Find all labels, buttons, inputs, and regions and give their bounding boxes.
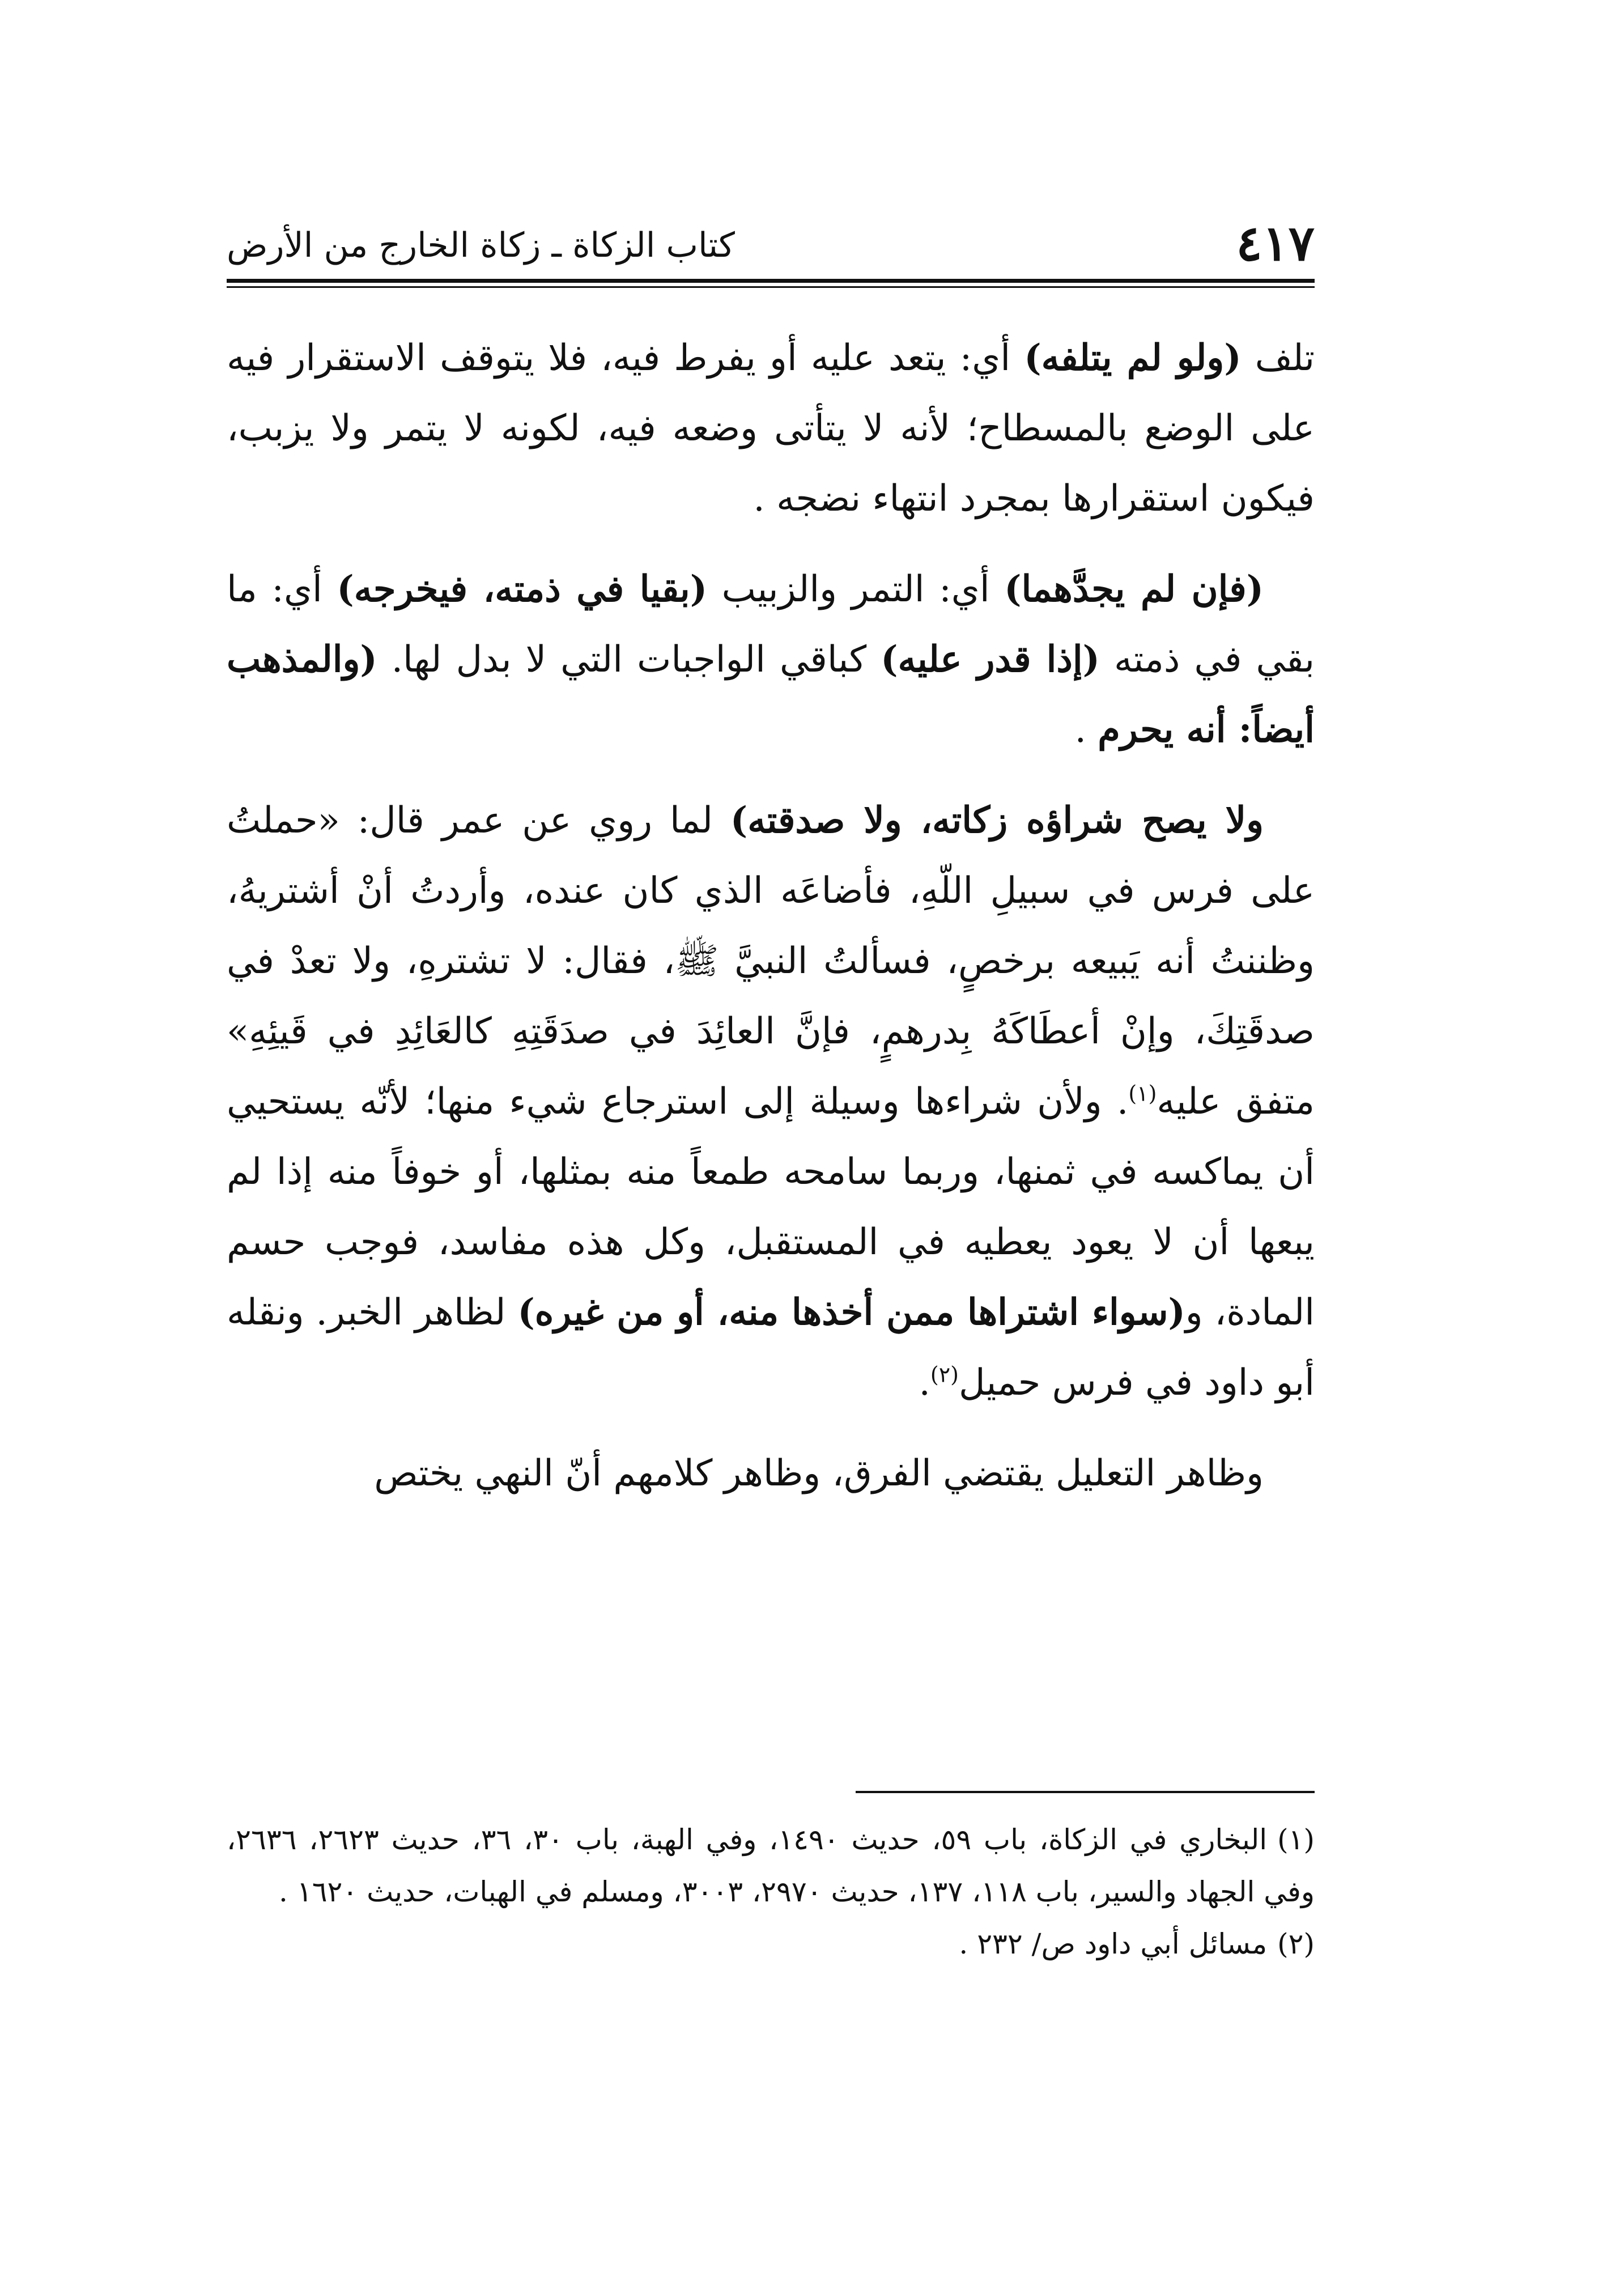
text-segment: . xyxy=(1074,709,1098,751)
footnote-2 xyxy=(227,1918,1315,1970)
text-segment: . xyxy=(919,1362,930,1404)
footnotes xyxy=(227,1814,1315,1970)
paragraph-1 xyxy=(227,323,1315,534)
text-segment: كباقي الواجبات التي لا بدل لها. xyxy=(377,639,881,681)
page-number: ٤١٧ xyxy=(1236,215,1315,272)
running-title: كتاب الزكاة ـ زكاة الخارج من الأرض xyxy=(227,226,735,265)
bold-text-segment: ولا يصح شراؤه زكاته، ولا صدقته) xyxy=(730,799,1264,842)
hadith-text: لما روي عن عمر قال: «حملتُ على فرس في سبيلِ اللّهِ، فأضاعَه الذي كان عنده، وأردتُ أنْ أشتريهُ، وظننتُ أنه يَبيعه برخصٍ، فسألتُ النبيَّ ﷺ، فقال: لا تشترهِ، ولا تعدْ في صدقَتِكَ، وإنْ أعطَاكَهُ بِدرهمٍ، فإنَّ العائِدَ في صدَقَتِهِ كالعَائِدِ في قَيئِهِ» متفق عليه xyxy=(227,800,1315,1123)
page-header xyxy=(227,213,1315,275)
text-segment: أي: يتعد عليه أو يفرط فيه، فلا يتوقف الاستقرار فيه على الوضع بالمسطاح؛ لأنه لا يتأتى وضعه فيه، لكونه لا يتمر ولا يزبب، فيكون استقرارها بمجرد انتهاء نضجه . xyxy=(227,337,1315,520)
bold-text-segment: (والمذهب أيضاً: أنه يحرم xyxy=(227,638,1315,751)
bold-text-segment: (سواء اشتراها ممن أخذها منه، أو من غيره) xyxy=(517,1291,1185,1334)
footnote-1 xyxy=(227,1814,1315,1918)
paragraph-4 xyxy=(227,1438,1315,1509)
footnote-ref-2[interactable]: (٢) xyxy=(930,1362,959,1387)
bold-text-segment: (ولو لم يتلفه) xyxy=(1024,337,1242,379)
bold-text-segment: (بقيا في ذمته، فيخرجه) xyxy=(337,568,708,610)
footnote-number: (١) xyxy=(1277,1823,1315,1856)
footnote-number: (٢) xyxy=(1277,1927,1315,1960)
footnote-text: البخاري في الزكاة، باب ٥٩، حديث ١٤٩٠، وفي الهبة، باب ٣٠، ٣٦، حديث ٢٦٢٣، ٢٦٣٦، وفي الجهاد والسير، باب ١١٨، ١٣٧، حديث ٢٩٧٠، ٣٠٠٣، ومسلم في الهبات، حديث ١٦٢٠ . xyxy=(227,1823,1315,1908)
header-rule xyxy=(227,279,1315,290)
paragraph-2 xyxy=(227,554,1315,765)
text-segment: . ولأن شراءها وسيلة إلى استرجاع شيء منها؛ لأنّه يستحيي أن يماكسه في ثمنها، وربما سامحه طمعاً منه بمثلها، أو خوفاً منه إذا لم يبعها أن لا يعود يعطيه في المستقبل، وكل هذه مفاسد، فوجب حسم المادة، و xyxy=(227,1081,1315,1334)
footnote-separator xyxy=(856,1791,1315,1793)
bold-text-segment: (إذا قدر عليه) xyxy=(881,638,1100,681)
main-text xyxy=(227,323,1315,1529)
text-segment: أي: ما بقي في ذمته xyxy=(227,568,1315,681)
text-segment: لظاهر الخبر. ونقله أبو داود في فرس حميل xyxy=(227,1292,1315,1404)
footnote-ref-1[interactable]: (١) xyxy=(1128,1081,1157,1106)
header-rule-thin xyxy=(227,286,1315,288)
text-segment: تلف xyxy=(1241,337,1315,379)
paragraph-3 xyxy=(227,785,1315,1418)
text-segment: أي: التمر والزبيب xyxy=(707,568,1005,610)
header-rule-thick xyxy=(227,279,1315,283)
bold-text-segment: (فإن لم يجدَّهما) xyxy=(1004,568,1264,610)
footnote-text: مسائل أبي داود ص/ ٢٣٢ . xyxy=(959,1927,1268,1960)
text-segment: وظاهر التعليل يقتضي الفرق، وظاهر كلامهم أنّ النهي يختص xyxy=(374,1453,1264,1494)
